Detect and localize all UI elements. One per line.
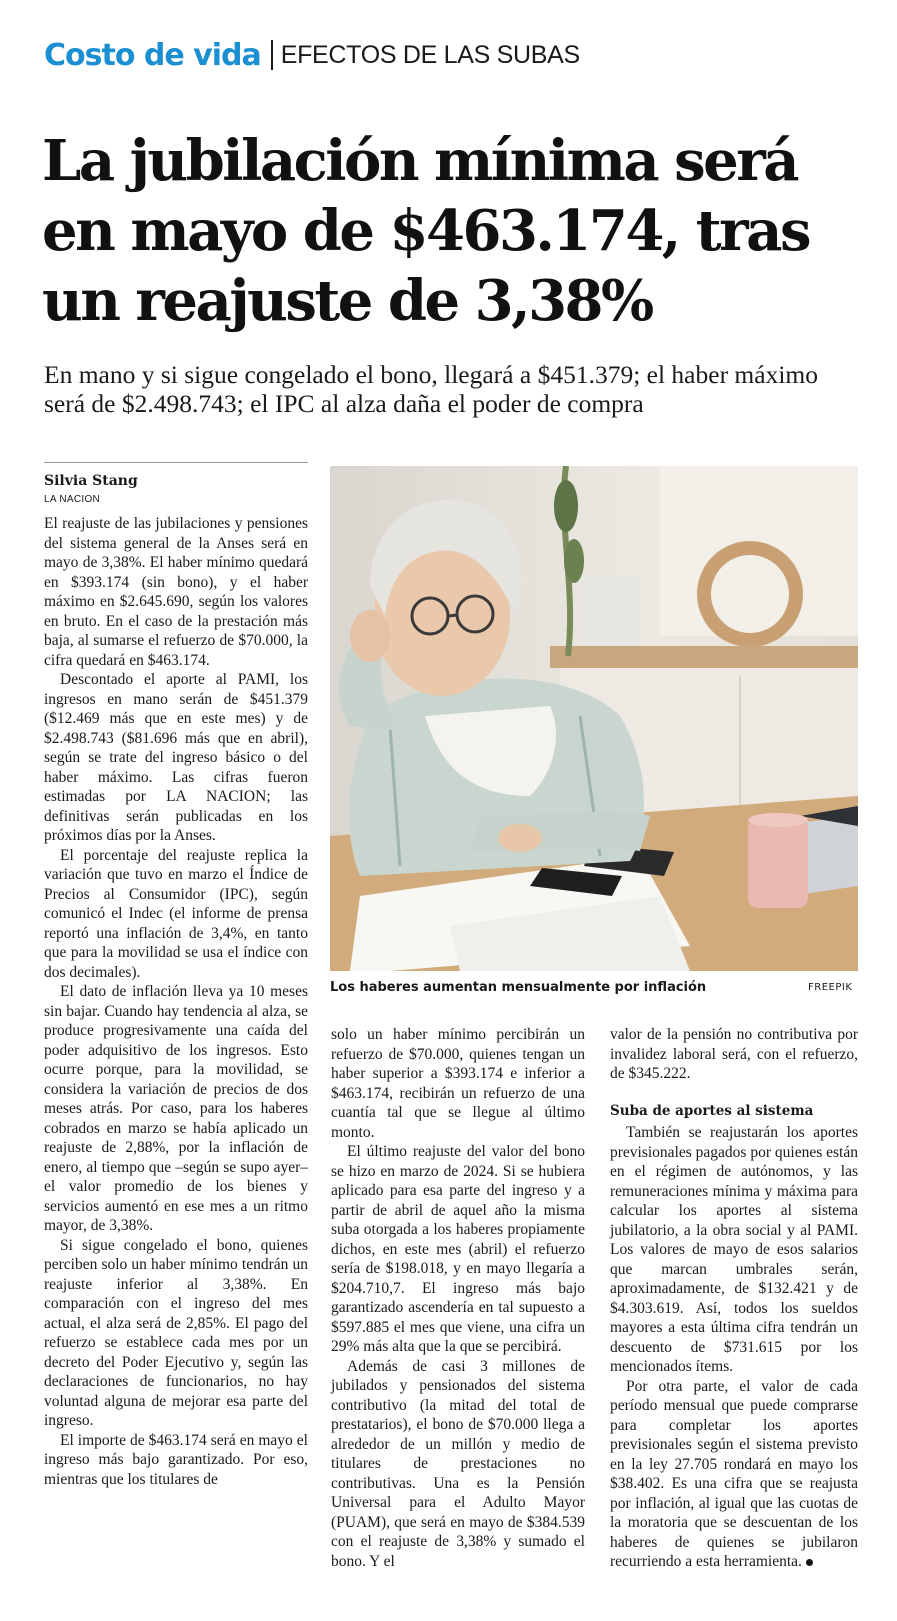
paragraph: solo un haber mínimo percibirán un refuerzo de $70.000, quienes tengan un haber superior a $393.174 e inferior a $463.174, recibirán un refuerzo de una cuantía tal que se llegue al último monto. bbox=[331, 1026, 585, 1141]
paragraph bbox=[610, 1377, 858, 1572]
byline-author[interactable]: Silvia Stang bbox=[44, 473, 138, 489]
paragraph: El dato de inflación lleva ya 10 meses sin bajar. Cuando hay tendencia al alza, se produce progresivamente una caída del poder adquisitivo de los ingresos. Esto ocurre porque, para la movilidad, se considera la variación de precios de dos meses atrás. Por caso, para los haberes cobrados en marzo se había aplicado un reajuste de 2,88%, por la inflación de enero, al tiempo que –según se supo ayer– el valor promedio de los bienes y servicios aumentó en ese mes a un ritmo mayor, de 3,38%. bbox=[44, 983, 308, 1234]
paragraph: Además de casi 3 millones de jubilados y pensionados del sistema contributivo (la mitad del total de prestatarios), el bono de $70.000 llega a alrededor de un millón y medio de titulares de prestaciones no contributivas. Una es la Pensión Universal para el Adulto Mayor (PUAM), que será en mayo de $384.539 con el reajuste de 3,38% y sumado el bono. Y el bbox=[331, 1357, 585, 1570]
article-column-3 bbox=[610, 1025, 858, 1572]
paragraph: Descontado el aporte al PAMI, los ingresos en mano serán de $451.379 ($12.469 más que en este mes) y de $2.498.743 ($81.696 más que en abril), según se trate del ingreso básico o del haber máximo. Las cifras fueron estimadas por LA NACION; las definitivas serán publicadas en los próximos días por la Anses. bbox=[44, 671, 308, 844]
paragraph: El reajuste de las jubilaciones y pensiones del sistema general de la Anses será en mayo de 3,38%. El haber mínimo quedará en $393.174 (sin bono), y el haber máximo en $2.645.690, según los valores en bruto. En el caso de la prestación más baja, al sumarse el refuerzo de $70.000, la cifra quedará en $463.174. bbox=[44, 515, 308, 669]
subheadline: En mano y si sigue congelado el bono, llegará a $451.379; el haber máximo será de $2.498.743; el IPC al alza daña el poder de compra bbox=[44, 360, 819, 418]
photo-caption: Los haberes aumentan mensualmente por inflación bbox=[330, 980, 707, 995]
paragraph: El porcentaje del reajuste replica la variación que tuvo en marzo el Índice de Precios al Consumidor (IPC), según comunicó el Indec (el informe de prensa reportó una inflación de 3,4%, en tanto que para la movilidad se usa el índice con dos decimales). bbox=[44, 846, 308, 981]
headline: La jubilación mínima será en mayo de $463.174, tras un reajuste de 3,38% bbox=[42, 128, 809, 334]
paragraph: El último reajuste del valor del bono se hizo en marzo de 2024. Si se hubiera aplicado para esa parte del ingreso y a partir de abril de aquel año la misma suba otorgada a los haberes propiamente dichos, en este mes (abril) el refuerzo sería de $198.018, y en mayo llegaría a $204.710,7. El ingreso más bajo garantizado ascendería en tal supuesto a $597.885 el mes que viene, una cifra un 29% más alta que la que se percibirá. bbox=[331, 1143, 585, 1355]
section-subtitle: Suba de aportes al sistema bbox=[610, 1102, 814, 1119]
article-column-1 bbox=[44, 514, 308, 1489]
paragraph: También se reajustarán los aportes previsionales pagados por quienes están en el régimen de autónomos, y las remuneraciones mínima y máxima para calcular los aportes al sistema jubilatorio, a la obra social y al PAMI. Los valores de mayo de esos salarios que marcan umbrales serán, aproximadamente, de $132.421 y de $4.303.619. Así, todos los sueldos mayores a esta última cifra tendrán un descuento de $731.615 por los mencionados ítems. bbox=[610, 1124, 858, 1375]
section-kicker: EFECTOS DE LAS SUBAS bbox=[280, 40, 580, 69]
end-mark-icon bbox=[806, 1559, 813, 1566]
byline-outlet: LA NACION bbox=[44, 494, 101, 505]
paragraph: valor de la pensión no contributiva por invalidez laboral será, con el refuerzo, de $345.222. bbox=[610, 1026, 858, 1082]
article-photo[interactable] bbox=[330, 466, 858, 971]
photo-illustration bbox=[330, 466, 858, 971]
paragraph: El importe de $463.174 será en mayo el ingreso más bajo garantizado. Por eso, mientras que los titulares de bbox=[44, 1431, 308, 1488]
photo-credit: FREEPIK bbox=[808, 982, 853, 993]
section-name[interactable]: Costo de vida bbox=[44, 37, 261, 73]
article-column-2 bbox=[331, 1025, 585, 1571]
byline-rule bbox=[44, 462, 308, 463]
paragraph: Si sigue congelado el bono, quienes perciben solo un haber mínimo tendrán un reajuste inferior al 3,38%. En comparación con el ingreso del mes actual, el alza será de 2,85%. El pago del refuerzo se establece cada mes por un decreto del Poder Ejecutivo y, según las declaraciones de funcionarios, no hay voluntad alguna de mejorar esa parte del ingreso. bbox=[44, 1236, 308, 1429]
header-divider bbox=[271, 40, 273, 70]
section-header bbox=[44, 38, 580, 72]
paragraph-text: Por otra parte, el valor de cada período mensual que puede comprarse para completar los aportes previsionales según el sistema previsto en la ley 27.705 rondará en mayo los $38.402. Es una cifra que se reajusta por inflación, al igual que las cuotas de la moratoria que se descuentan de los haberes de quienes se jubilaron recurriendo a esta herramienta. bbox=[610, 1377, 858, 1570]
